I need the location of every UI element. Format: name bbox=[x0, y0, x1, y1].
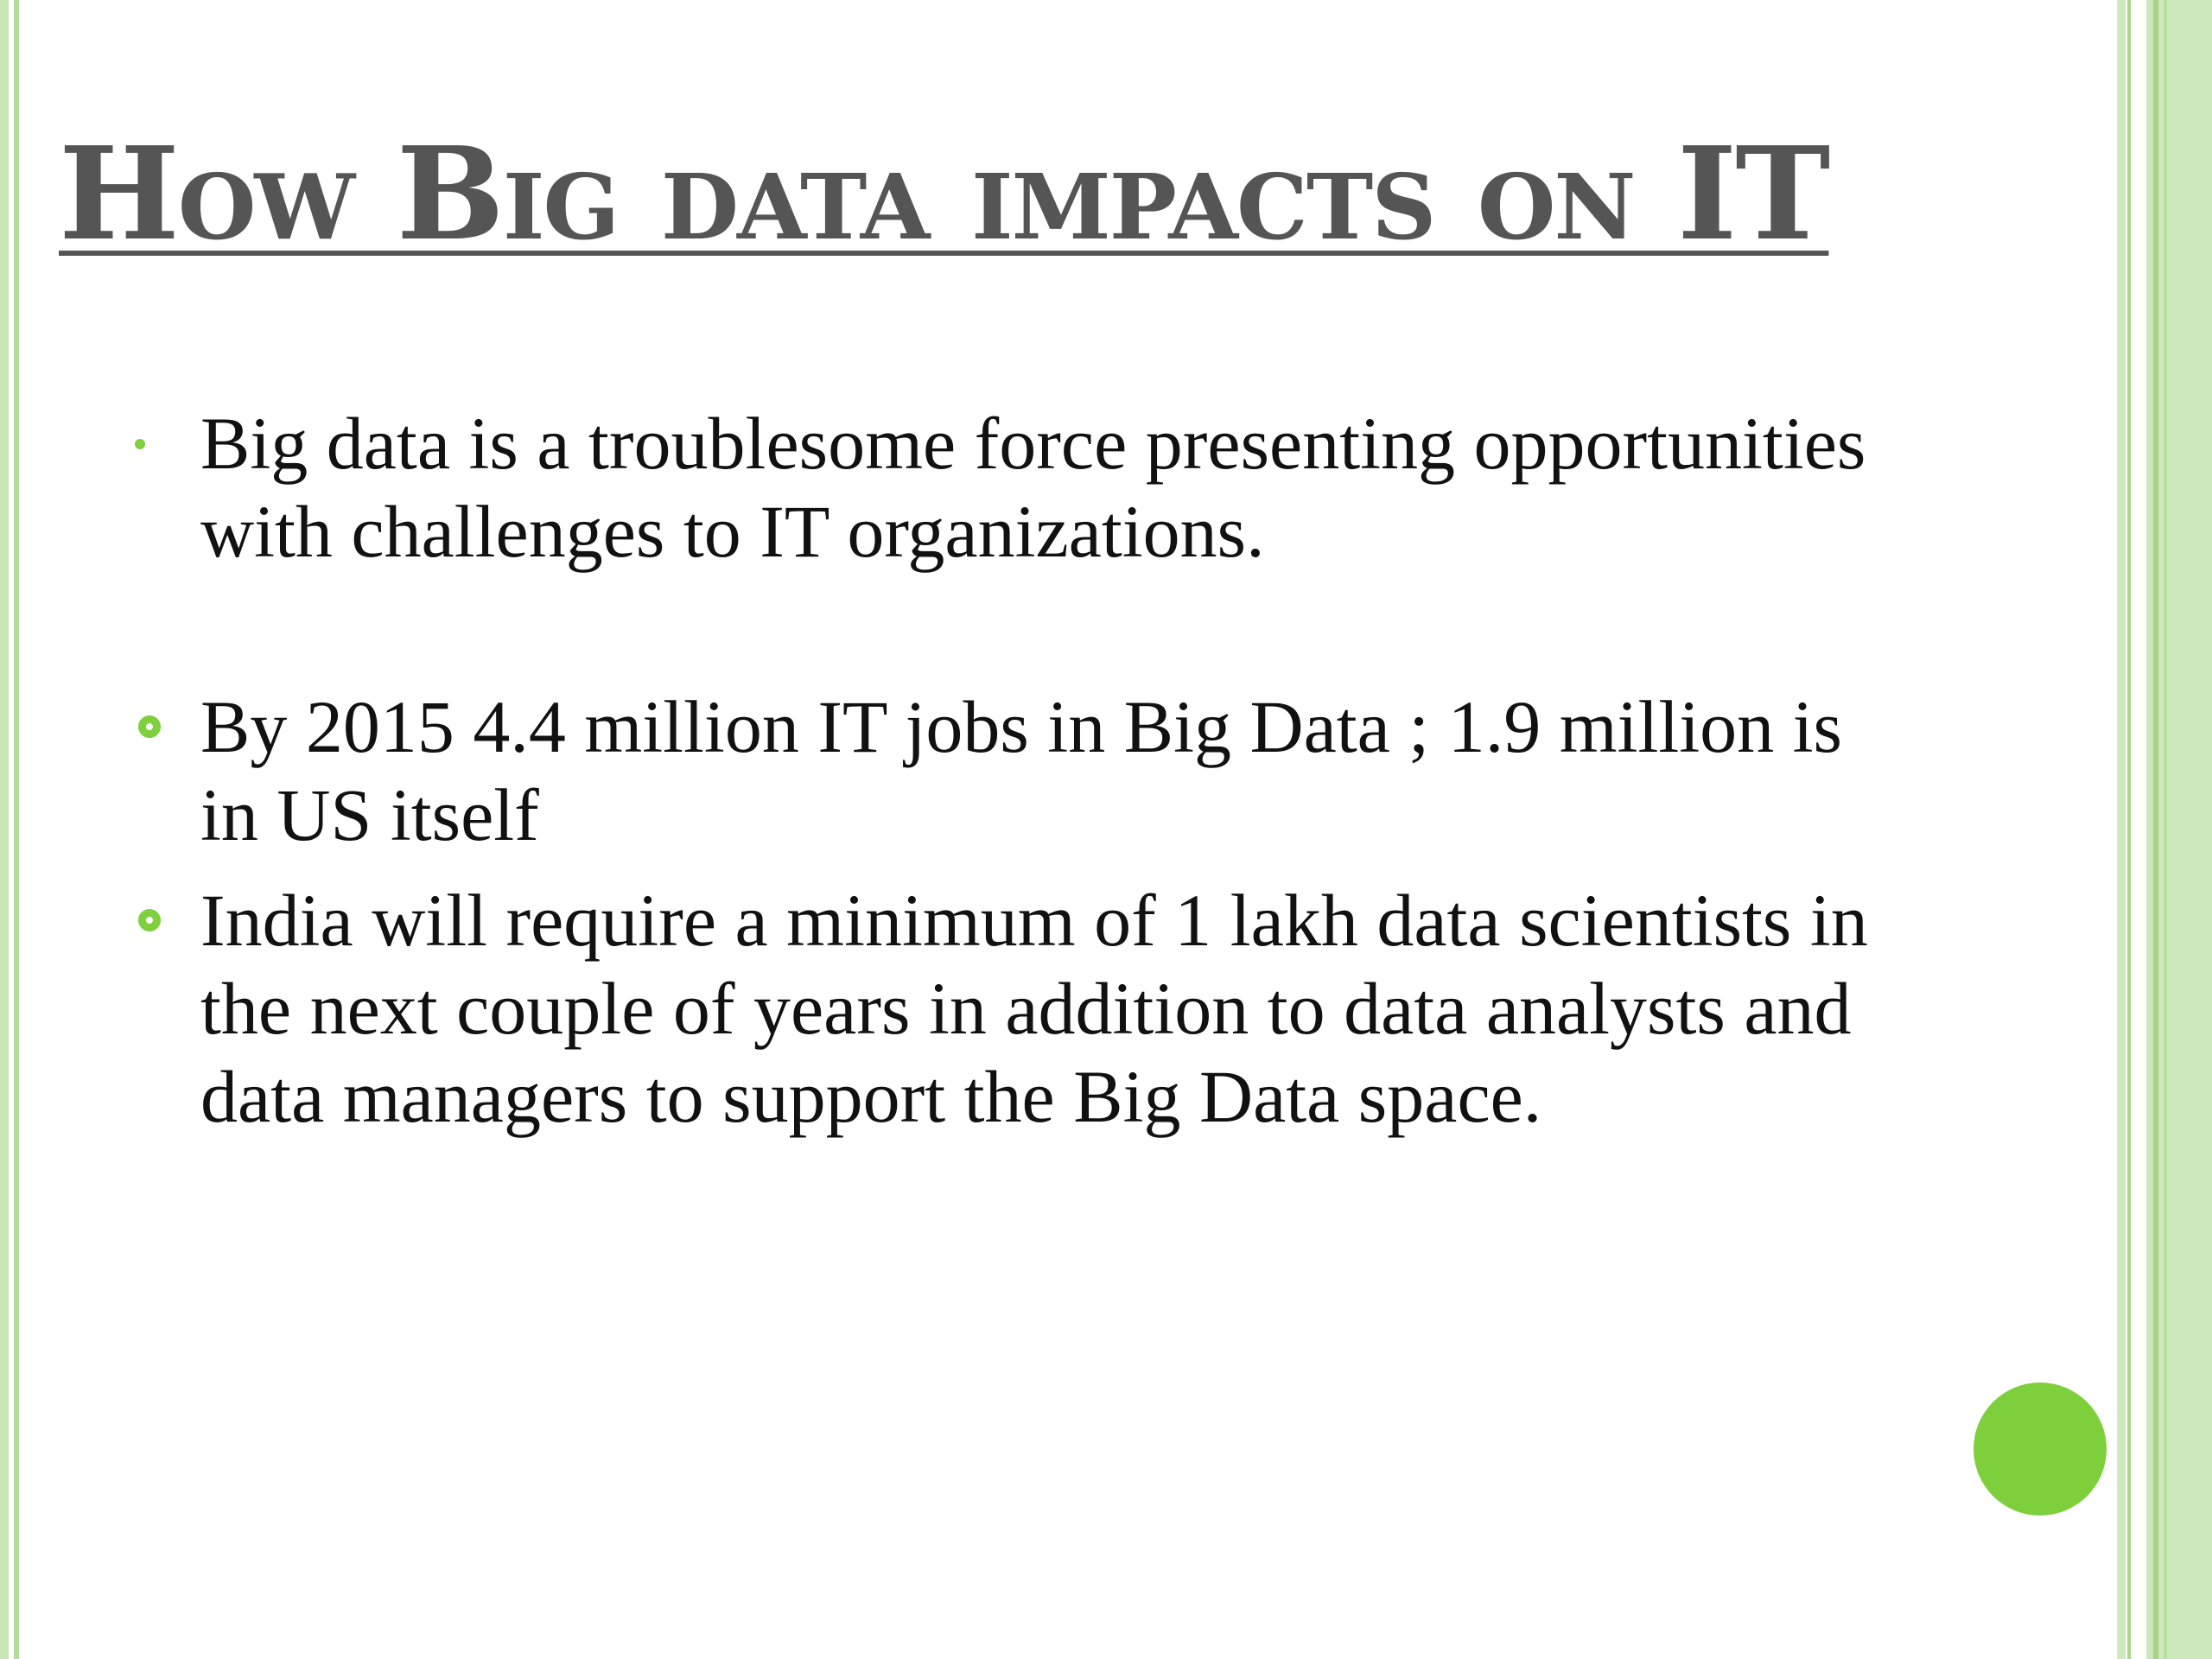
bullet-item bbox=[128, 399, 1873, 575]
right-border-stripe bbox=[2117, 0, 2126, 1659]
left-border-line-inner bbox=[14, 0, 19, 1659]
dot-icon bbox=[135, 439, 145, 449]
right-border-stripe bbox=[2127, 0, 2131, 1659]
decorative-circle-icon bbox=[1974, 1382, 2107, 1516]
slide-title: How Big data impacts on IT bbox=[59, 118, 1829, 269]
right-border-gap bbox=[2136, 0, 2146, 1659]
right-border-stripe bbox=[2164, 0, 2167, 1659]
ring-icon bbox=[138, 715, 161, 738]
bullet-text: By 2015 4.4 million IT jobs in Big Data ; 1.9 million is in US itself bbox=[200, 685, 1843, 856]
bullet-item bbox=[128, 683, 1873, 859]
bullet-text: Big data is a troublesome force presenting opportunities with challenges to IT organizations. bbox=[200, 402, 1866, 573]
right-border-stripe bbox=[2153, 0, 2158, 1659]
bullet-list bbox=[128, 399, 1873, 1141]
bullet-text: India will require a minimum of 1 lakh data scientists in the next couple of years in addition to data analysts and data managers to support the Big Data space. bbox=[200, 879, 1868, 1138]
bullet-item bbox=[128, 876, 1873, 1141]
left-border-line bbox=[0, 0, 9, 1659]
ring-icon bbox=[138, 909, 161, 931]
